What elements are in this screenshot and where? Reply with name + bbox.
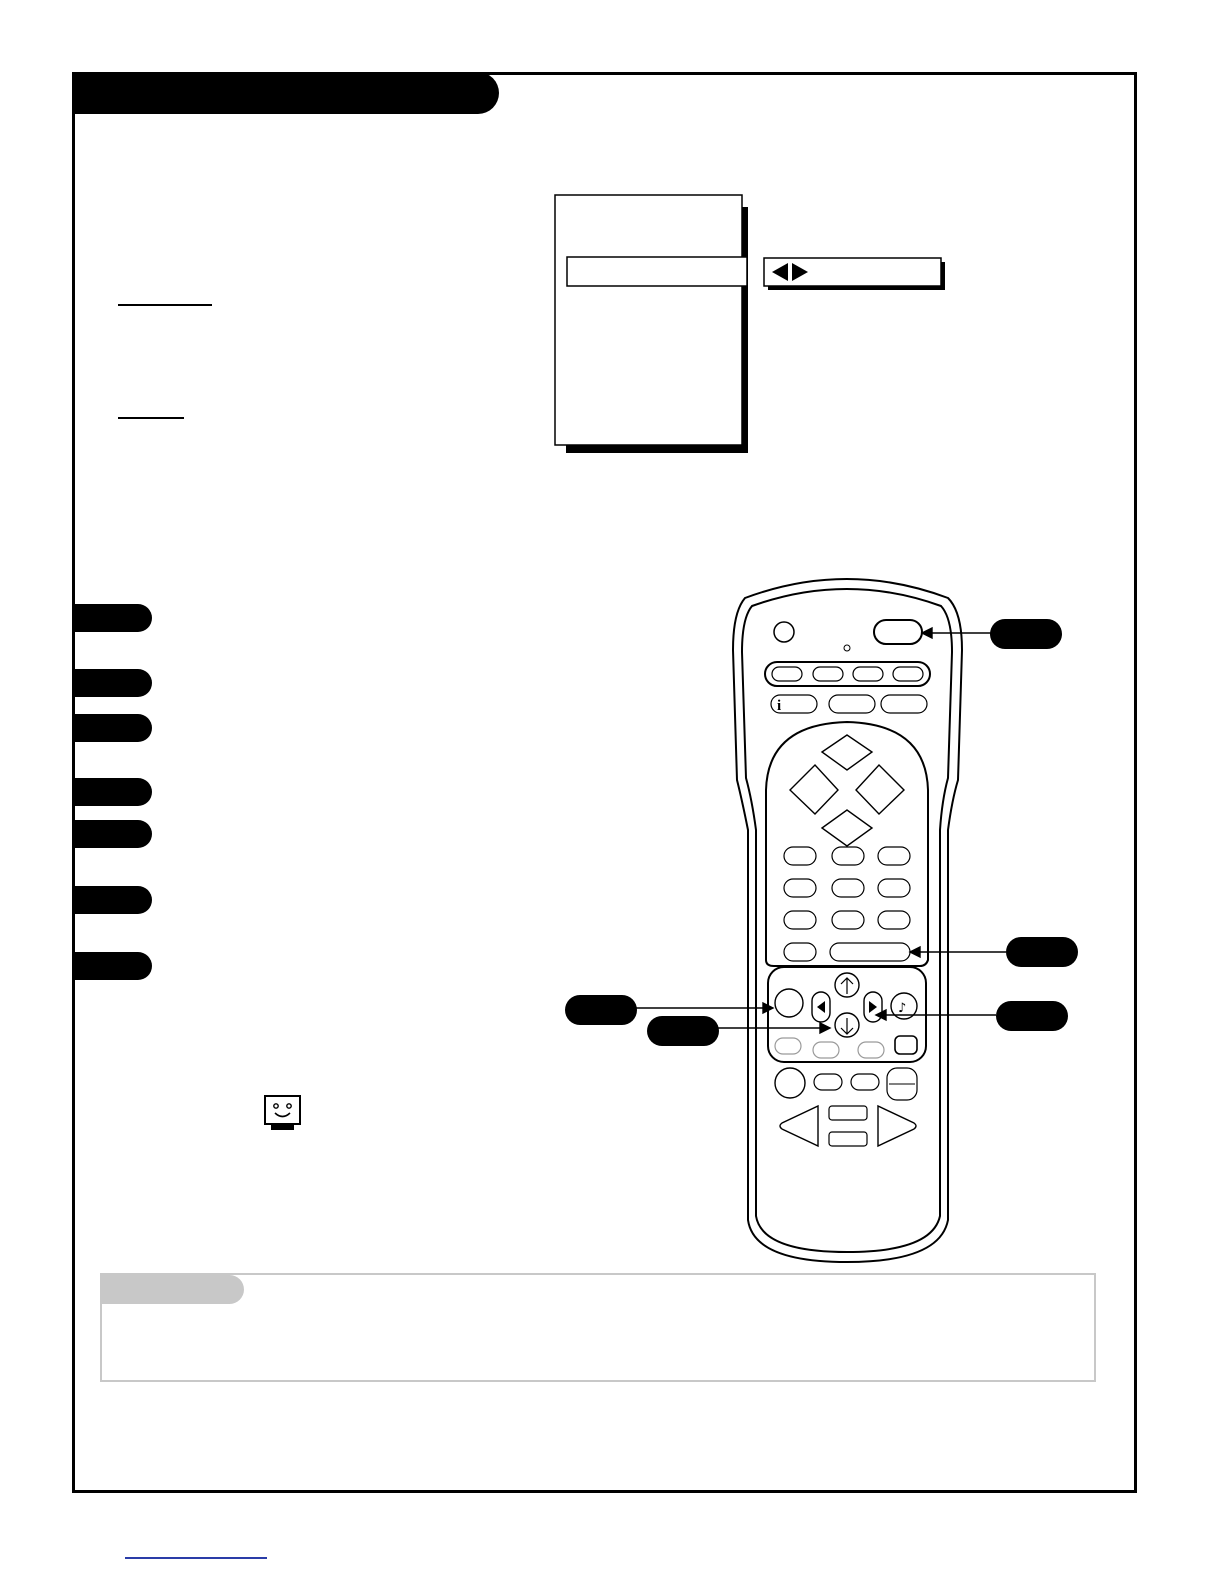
mode-button-3: [853, 667, 883, 681]
key-8: [832, 911, 864, 929]
mode-button-2: [813, 667, 843, 681]
menu-key: [830, 943, 910, 961]
enter-button: [775, 989, 803, 1017]
nav-down: [822, 810, 872, 846]
note-box: [100, 1273, 1096, 1382]
right-arrow-icon: [869, 1001, 877, 1013]
top-right-button: [874, 620, 922, 644]
gray-button-1: [775, 1038, 801, 1054]
indicator-led: [844, 645, 850, 651]
up-arrow-icon: [841, 978, 853, 994]
key-7: [784, 911, 816, 929]
lower-round-button: [775, 1068, 805, 1098]
key-5: [832, 879, 864, 897]
rewind-button: [780, 1106, 818, 1146]
lower-button-3: [851, 1074, 879, 1090]
callout-4: [647, 1016, 719, 1046]
callout-2: [1006, 937, 1078, 967]
mode-row: [765, 662, 930, 686]
mode-button-4: [893, 667, 923, 681]
callout-1: [990, 619, 1062, 649]
power-button: [774, 622, 794, 642]
key-4: [784, 879, 816, 897]
footer-link[interactable]: [125, 1557, 267, 1559]
lower-button-2: [814, 1074, 842, 1090]
key-6: [878, 879, 910, 897]
center-button-2: [829, 1132, 867, 1146]
function-button-3: [881, 695, 927, 713]
note-tab: [102, 1275, 244, 1304]
callout-5: [996, 1001, 1068, 1031]
key-2: [832, 847, 864, 865]
music-note-icon: ♪: [898, 1001, 907, 1016]
gray-button-2: [813, 1042, 839, 1058]
nav-right: [856, 765, 904, 814]
center-button-1: [829, 1106, 867, 1120]
nav-up: [822, 735, 872, 770]
forward-button: [878, 1106, 916, 1146]
remote-inner: [742, 589, 952, 1252]
left-arrow-icon: [817, 1001, 825, 1013]
mode-button-1: [772, 667, 802, 681]
screen-button: [895, 1036, 917, 1054]
down-arrow-icon: [841, 1018, 853, 1034]
key-0: [784, 943, 816, 961]
key-3: [878, 847, 910, 865]
key-1: [784, 847, 816, 865]
callout-3: [565, 995, 637, 1025]
gray-button-3: [858, 1042, 884, 1058]
key-9: [878, 911, 910, 929]
nav-left: [790, 765, 838, 814]
info-icon: i: [777, 698, 782, 714]
function-button-2: [829, 695, 875, 713]
